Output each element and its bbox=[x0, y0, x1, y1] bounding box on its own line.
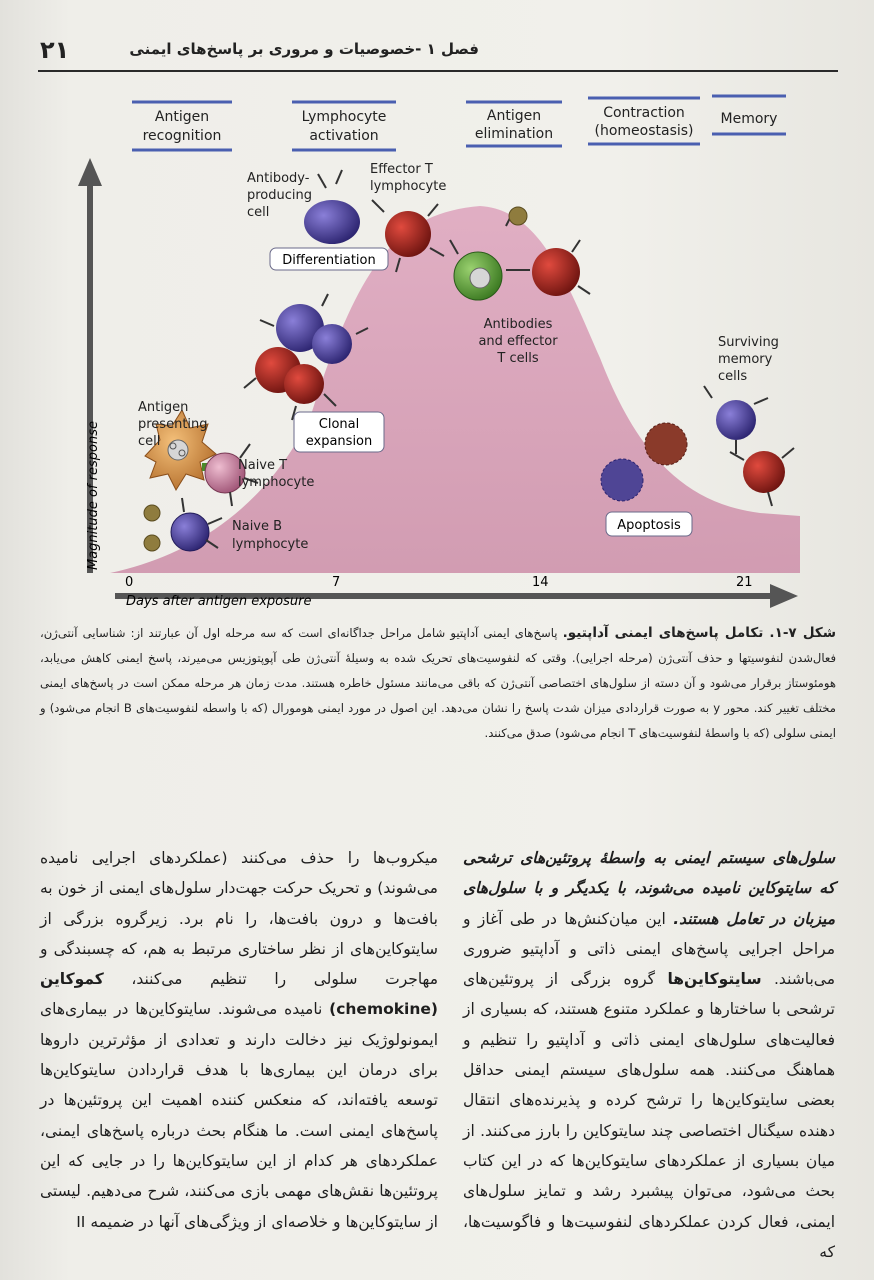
page-number: ۲۱ bbox=[40, 36, 70, 64]
expanding-t-cell-2 bbox=[284, 364, 324, 404]
label-naive-t-1: Naive T bbox=[238, 458, 288, 473]
phase-lymphocyte-activation-l1: Lymphocyte bbox=[301, 109, 387, 125]
label-apc-2: presenting bbox=[138, 417, 208, 432]
label-antibody-cell-1: Antibody- bbox=[247, 171, 310, 186]
phase-antigen-recognition-l1: Antigen bbox=[154, 109, 210, 125]
x-axis-label: Days after antigen exposure bbox=[126, 594, 312, 609]
phase-antigen-elimination-l1: Antigen bbox=[486, 108, 542, 124]
caption-body: پاسخ‌های ایمنی آداپتیو شامل مراحل جداگانه‌ای است که سه مرحله اول آن عبارتند از: شناسایی آنتی‌ژن، فعال‌شدن لنفوسیتها و حذف آنتی‌ژن (مرحله اجرایی). وقتی که لنفوسیت‌های تحریک شده به وسیلهٔ آنتی‌ژن طی آپوپتوزیس می‌میرند، پاسخ ایمنی کاهش می‌یابد، هومئوستاز برقرار می‌شود و آن دسته از سلول‌های اختصاصی آنتی‌ژن که باقی می‌مانند مسئول خاطره هستند. مدت زمان هر مرحله ممکن است در پاسخ‌های ایمنی مختلف تغییر کند. محور y به صورت قراردادی میزان شدت پاسخ را نشان می‌دهد. این اصول در مورد ایمنی هومورال (که با واسطه لنفوسیت‌های B انجام می‌شود) و ایمنی سلولی (که با واسطهٔ لنفوسیت‌های T انجام می‌شود) صدق می‌کنند. bbox=[40, 626, 837, 740]
phase-antigen-elimination-l2: elimination bbox=[474, 126, 554, 142]
label-naive-b-1: Naive B bbox=[232, 519, 283, 534]
label-apc-1: Antigen bbox=[138, 400, 189, 415]
column-left bbox=[40, 843, 438, 1237]
term-chemokine-fa: کموکاین bbox=[40, 970, 104, 989]
chapter-title: فصل ۱ -خصوصیات و مروری بر پاسخ‌های ایمنی bbox=[129, 40, 479, 58]
label-antibodies-effector-2: and effector bbox=[478, 334, 558, 349]
x-tick-0: 0 bbox=[125, 575, 134, 590]
label-antibodies-effector-3: T cells bbox=[497, 351, 539, 366]
label-differentiation: Differentiation bbox=[282, 253, 376, 268]
immune-response-figure bbox=[60, 88, 820, 618]
label-antibodies-effector-1: Antibodies bbox=[483, 317, 553, 332]
apoptotic-cell-1 bbox=[645, 423, 687, 465]
phase-headers bbox=[132, 96, 786, 150]
label-effector-t-2: lymphocyte bbox=[370, 179, 447, 194]
label-apoptosis: Apoptosis bbox=[617, 518, 681, 533]
antigen-particle-top bbox=[509, 207, 527, 225]
label-antibody-cell-2: producing bbox=[247, 188, 313, 203]
expanding-b-cell-2 bbox=[312, 324, 352, 364]
eliminating-t-cell bbox=[532, 248, 580, 296]
figure-caption bbox=[40, 621, 836, 781]
term-chemokine-en: (chemokine) bbox=[329, 1000, 438, 1019]
x-axis-arrow bbox=[770, 584, 798, 608]
term-cytokines: سایتوکاین‌ها bbox=[667, 970, 762, 989]
naive-b-cell bbox=[171, 513, 209, 551]
caption-title: شکل ۷-۱. تکامل پاسخ‌های ایمنی آداپتیو. bbox=[562, 625, 837, 641]
col-left-text-1: میکروب‌ها را حذف می‌کنند (عملکردهای اجرایی نامیده می‌شوند) و تحریک حرکت جهت‌دار سلول‌های ایمنی از خون به بافت‌ها و درون بافت‌ها، را نام برد. زیرگروه بزرگی از سایتوکاین‌های از نظر ساختاری مرتبط به هم، که چسبندگی و مهاجرت سلولی را تنظیم می‌کنند، bbox=[40, 849, 438, 989]
phase-contraction-l1: Contraction bbox=[603, 105, 685, 121]
response-curve-area bbox=[110, 206, 800, 573]
effector-t-cell bbox=[385, 211, 431, 257]
y-axis-label: Magnitude of response bbox=[86, 421, 101, 570]
antibody-producing-cell bbox=[304, 200, 360, 244]
apoptotic-cell-2 bbox=[601, 459, 643, 501]
label-memory-cells-2: memory bbox=[718, 352, 773, 367]
label-naive-b-2: lymphocyte bbox=[232, 537, 309, 552]
phase-memory: Memory bbox=[720, 111, 778, 127]
label-effector-t-1: Effector T bbox=[370, 162, 433, 177]
col-right-text-1: این میان‌کنش‌ها در طی آغاز و مراحل اجرایی پاسخ‌های ایمنی ذاتی و آداپتیو ضروری می‌باشند. bbox=[463, 909, 835, 989]
x-tick-7: 7 bbox=[332, 575, 341, 590]
memory-b-cell bbox=[716, 400, 756, 440]
y-axis-arrow bbox=[78, 158, 102, 186]
label-antibody-cell-3: cell bbox=[247, 205, 270, 220]
column-right bbox=[463, 843, 835, 1267]
phase-contraction-l2: (homeostasis) bbox=[594, 123, 694, 139]
label-apc-3: cell bbox=[138, 434, 161, 449]
col-left-text-2: نامیده می‌شوند. سایتوکاین‌ها در بیماری‌های ایمونولوژیک نیز دخالت دارند و تعدادی از مؤثرترین داروها برای درمان این بیماری‌ها با هدف قراردادن سایتوکاین‌ها توسعه یافته‌اند، که منعکس کننده اهمیت این پروتئین‌ها در پاسخ‌های ایمنی است. ما هنگام بحث درباره پاسخ‌های ایمنی، عملکردهای هر کدام از این سایتوکاین‌ها را در جایی که این پروتئین‌ها نقش‌های مهمی بازی می‌کنند، شرح می‌دهیم. لیستی از سایتوکاین‌ها و خلاصه‌ای از ویژگی‌های آنها در ضمیمه II bbox=[40, 1000, 438, 1231]
label-memory-cells-1: Surviving bbox=[718, 335, 779, 350]
intro-bold: سلول‌های سیستم ایمنی به واسطهٔ پروتئین‌های ترشحی که سایتوکاین نامیده می‌شوند، با یکدیگر و با سلول‌های میزبان در تعامل هستند. bbox=[463, 849, 835, 928]
phase-lymphocyte-activation-l2: activation bbox=[309, 128, 379, 144]
x-tick-21: 21 bbox=[736, 575, 753, 590]
label-clonal-1: Clonal bbox=[318, 417, 360, 432]
antigen-particles bbox=[144, 505, 160, 551]
label-clonal-2: expansion bbox=[305, 434, 373, 449]
label-naive-t-2: lymphocyte bbox=[238, 475, 315, 490]
header-rule bbox=[38, 70, 838, 72]
memory-t-cell bbox=[743, 451, 785, 493]
phase-antigen-recognition-l2: recognition bbox=[142, 128, 222, 144]
x-tick-14: 14 bbox=[532, 575, 549, 590]
label-memory-cells-3: cells bbox=[718, 369, 748, 384]
col-right-text-2: گروه بزرگی از پروتئین‌های ترشحی با ساختارها و عملکرد متنوع هستند، که بسیاری از فعالیت‌های سلول‌های ایمنی ذاتی و آداپتیو را تنظیم و هماهنگ می‌کنند. همه سلول‌های سیستم ایمنی حداقل بعضی سایتوکاین‌ها را ترشح کرده و پذیرنده‌های انتقال دهنده سیگنال اختصاصی چند سایتوکاین را بارز می‌کنند. از میان بسیاری از عملکردهای سایتوکاین‌ها که در این کتاب بحث می‌شود، می‌توان پیشبرد رشد و تمایز سلول‌های ایمنی، فعال کردن عملکردهای لنفوسیت‌ها و فاگوسیت‌ها، که bbox=[463, 970, 835, 1261]
